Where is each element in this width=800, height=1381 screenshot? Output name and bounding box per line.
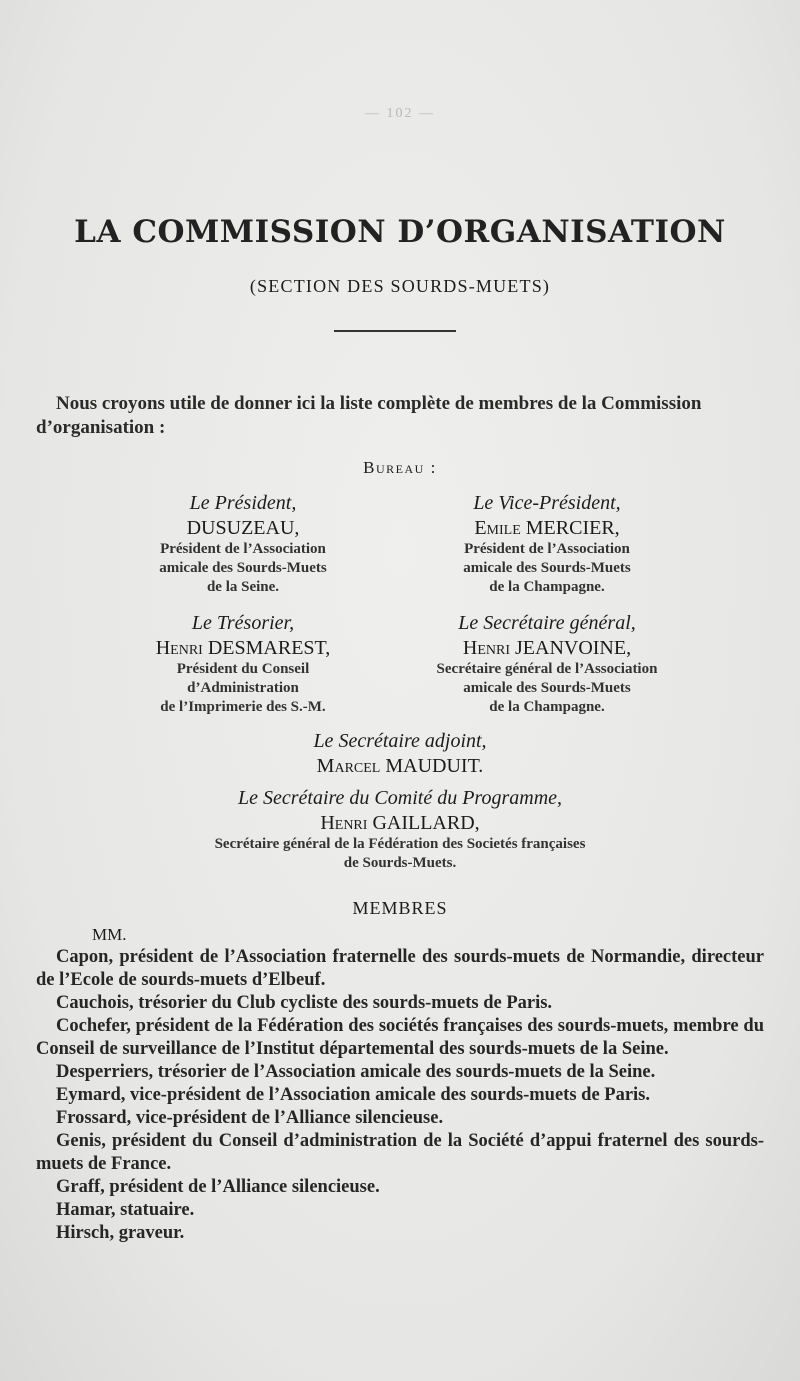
intro-paragraph <box>36 392 764 440</box>
president-desc-1: Président de l’Association <box>160 541 326 557</box>
secretaire-adjoint-role: Le Secrétaire adjoint, <box>313 730 487 752</box>
divider <box>334 330 456 332</box>
secretaire-general-desc-2: amicale des Sourds-Muets <box>463 680 631 696</box>
tresorier-block <box>88 610 398 717</box>
vice-president-first: Emile <box>474 517 521 539</box>
list-item: Capon, président de l’Association fraternelle des sourds-muets de Normandie, directeur de l’Ecole de sourds-muets d’Elbeuf. <box>36 947 764 990</box>
secretaire-programme-name: GAILLARD, <box>372 812 480 834</box>
vice-president-desc-1: Président de l’Association <box>464 541 630 557</box>
secretaire-general-name: JEANVOINE, <box>515 637 632 659</box>
page-folio: — 102 — <box>365 106 435 121</box>
list-item: Eymard, vice-président de l’Association amicale des sourds-muets de Paris. <box>56 1085 651 1105</box>
tresorier-name: DESMAREST, <box>207 637 331 659</box>
list-item: Frossard, vice-président de l’Alliance silencieuse. <box>56 1108 444 1128</box>
vice-president-desc-2: amicale des Sourds-Muets <box>463 560 631 576</box>
secretaire-general-block <box>382 610 712 717</box>
secretaire-general-desc-1: Secrétaire général de l’Association <box>436 661 658 677</box>
vice-president-name-line <box>382 516 712 540</box>
members-list <box>36 946 764 1245</box>
secretaire-adjoint-first: Marcel <box>316 755 381 777</box>
list-item: Hirsch, graveur. <box>56 1223 185 1243</box>
list-item: Graff, président de l’Alliance silencieuse. <box>56 1177 380 1197</box>
secretaire-general-desc-3: de la Champagne. <box>489 699 605 715</box>
president-block <box>88 490 398 597</box>
tresorier-name-line <box>88 636 398 660</box>
list-item: Hamar, statuaire. <box>56 1200 195 1220</box>
list-item: Cochefer, président de la Fédération des sociétés françaises des sourds-muets, membre du Conseil de surveillance de l’Institut départemental des sourds-muets de la Seine. <box>36 1016 764 1059</box>
president-role: Le Président, <box>189 492 297 514</box>
list-item: Cauchois, trésorier du Club cycliste des sourds-muets de Paris. <box>56 993 553 1013</box>
vice-president-block <box>382 490 712 597</box>
secretaire-general-name-line <box>382 636 712 660</box>
secretaire-general-first: Henri <box>462 637 510 659</box>
intro-text: Nous croyons utile de donner ici la liste complète de membres de la Commission d’organisation : <box>36 393 702 438</box>
secretaire-programme-desc-2: de Sourds-Muets. <box>343 855 457 871</box>
vice-president-desc-3: de la Champagne. <box>489 579 605 595</box>
secretaire-programme-first: Henri <box>320 812 368 834</box>
list-item: Genis, président du Conseil d’administration de la Société d’appui fraternel des sourds-muets de France. <box>36 1131 764 1174</box>
list-item: Desperriers, trésorier de l’Association amicale des sourds-muets de la Seine. <box>56 1062 656 1082</box>
tresorier-desc-2: d’Administration <box>187 680 299 696</box>
president-desc-2: amicale des Sourds-Muets <box>159 560 327 576</box>
secretaire-adjoint-name-line <box>0 754 800 778</box>
page-subtitle: (SECTION DES SOURDS-MUETS) <box>249 276 551 296</box>
secretaire-programme-desc-1: Secrétaire général de la Fédération des Societés françaises <box>214 836 586 852</box>
president-name: DUSUZEAU, <box>186 517 300 539</box>
members-heading: MEMBRES <box>352 898 448 918</box>
tresorier-desc-1: Président du Conseil <box>176 661 310 677</box>
secretaire-adjoint-name: MAUDUIT. <box>385 755 484 777</box>
secretaire-adjoint-block <box>0 728 800 778</box>
members-salutation: MM. <box>92 925 127 944</box>
page-title: LA COMMISSION D’ORGANISATION <box>74 214 726 250</box>
tresorier-first: Henri <box>155 637 203 659</box>
president-desc-3: de la Seine. <box>206 579 280 595</box>
secretaire-programme-block <box>0 785 800 873</box>
vice-president-name: MERCIER, <box>525 517 620 539</box>
vice-president-role: Le Vice-Président, <box>473 492 621 514</box>
secretaire-programme-role: Le Secrétaire du Comité du Programme, <box>237 787 563 809</box>
secretaire-general-role: Le Secrétaire général, <box>458 612 636 634</box>
tresorier-desc-3: de l’Imprimerie des S.-M. <box>160 699 326 715</box>
secretaire-programme-name-line <box>0 811 800 835</box>
bureau-heading: Bureau : <box>363 458 437 477</box>
tresorier-role: Le Trésorier, <box>191 612 295 634</box>
